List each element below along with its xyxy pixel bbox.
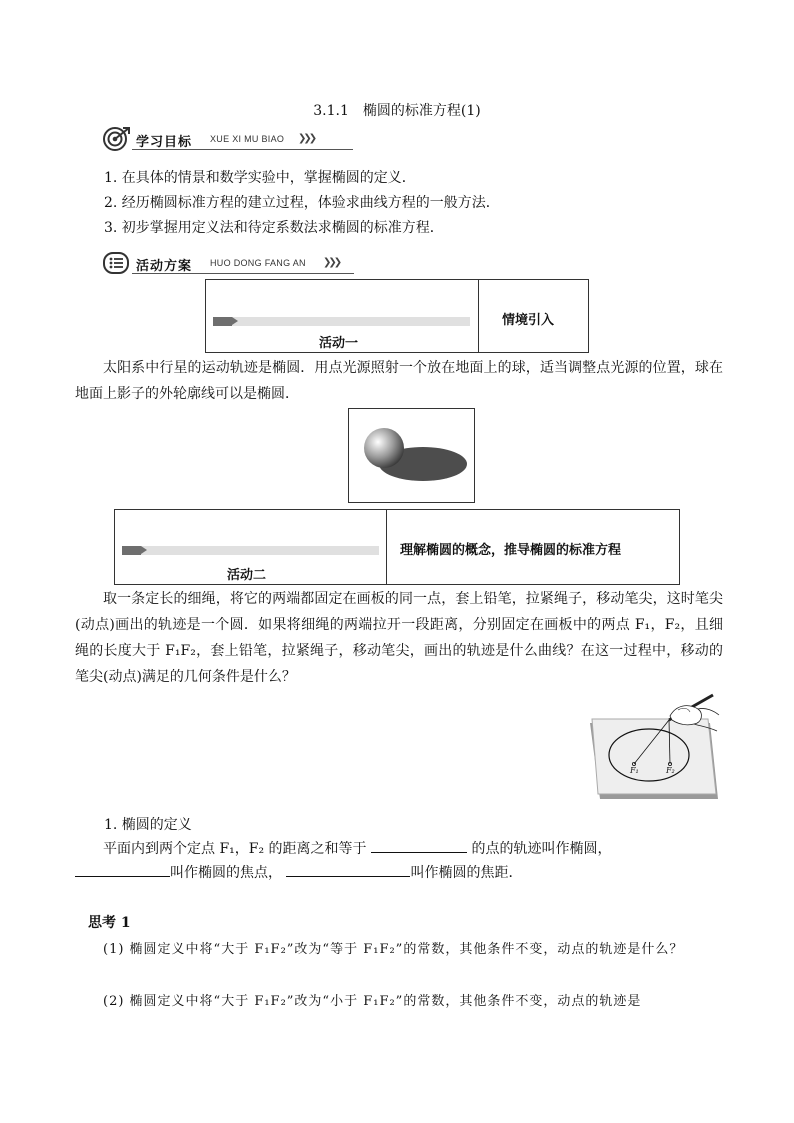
activity-title: 理解椭圆的概念，推导椭圆的标准方程 [400,543,622,558]
fill-blank-1[interactable] [371,838,467,853]
paragraph-text: 取一条定长的细绳，将它的两端都固定在画板的同一点，套上铅笔，拉紧绳子，移动笔尖，这时笔尖(动点)画出的轨迹是一个圆．如果将细绳的两端拉开一段距离，分别固定在画板中的两点 F₁，F₂，且细绳的长度大于 F₁F₂，套上铅笔，拉紧绳子，移动笔尖，画出的轨迹是什么曲线？在这一过程中，移动的笔尖(动点)满足的几何条件是什么？ [75,591,723,685]
progress-fill [213,317,232,326]
think-heading: 思考 1 [88,915,131,931]
section-label: 活动方案 [136,259,193,274]
activity-name: 活动一 [319,336,359,351]
progress-track [122,546,379,555]
drawing-board-figure [586,693,723,803]
definition-text: 叫作椭圆的焦距． [410,865,523,881]
fill-blank-2[interactable] [75,862,170,877]
progress-fill [122,546,141,555]
section-label: 学习目标 [136,135,193,150]
divider [132,149,353,150]
section-pinyin: XUE XI MU BIAO [210,134,285,144]
question-1 [75,938,723,962]
activity-box-2 [114,509,680,585]
definition-line-2 [75,862,522,882]
question-2 [75,990,723,1014]
focus-label-f2: F₂ [666,766,675,775]
goal-item-2: 2. 经历椭圆标准方程的建立过程，体验求曲线方程的一般方法． [104,195,500,211]
definition-line-1 [103,838,611,858]
progress-arrow [141,546,147,554]
activity-cell [115,510,387,584]
chevrons-icon: ❯❯❯ [323,257,340,268]
target-icon [102,126,132,152]
page-title: 3.1.1 椭圆的标准方程(1) [313,103,481,119]
activity-title: 情境引入 [502,313,555,328]
definition-heading: 1. 椭圆的定义 [104,817,192,833]
question-text: (1) 椭圆定义中将“大于 F₁F₂”改为“等于 F₁F₂”的常数，其他条件不变，动点的轨迹是什么？ [103,942,684,957]
progress-arrow [232,317,238,325]
fill-blank-3[interactable] [286,862,410,877]
question-text: (2) 椭圆定义中将“大于 F₁F₂”改为“小于 F₁F₂”的常数，其他条件不变，动点的轨迹是 [103,994,642,1009]
chevrons-icon: ❯❯❯ [298,133,315,144]
ball-shadow-image [349,409,474,502]
section-header-goals [102,124,357,154]
ellipse-drawing-image [586,693,723,803]
activity-name: 活动二 [227,568,267,583]
goal-item-3: 3. 初步掌握用定义法和待定系数法求椭圆的标准方程． [104,220,444,236]
activity-box-1 [205,279,589,353]
definition-text: 叫作椭圆的焦点， [170,865,282,881]
section-header-plan [102,248,358,278]
goal-item-1: 1. 在具体的情景和数学实验中，掌握椭圆的定义． [104,170,416,186]
definition-text: 的点的轨迹叫作椭圆， [471,841,612,857]
divider [132,273,354,274]
paragraph-experiment [75,586,723,690]
section-pinyin: HUO DONG FANG AN [210,258,306,268]
paragraph-intro [75,355,723,407]
progress-track [213,317,470,326]
paragraph-text: 太阳系中行星的运动轨迹是椭圆．用点光源照射一个放在地面上的球，适当调整点光源的位置，球在地面上影子的外轮廓线可以是椭圆． [75,360,723,402]
activity-cell [206,280,479,352]
ball-shadow-figure [348,408,475,503]
focus-label-f1: F₁ [630,766,639,775]
list-icon [102,250,132,276]
definition-text: 平面内到两个定点 F₁，F₂ 的距离之和等于 [103,841,367,857]
